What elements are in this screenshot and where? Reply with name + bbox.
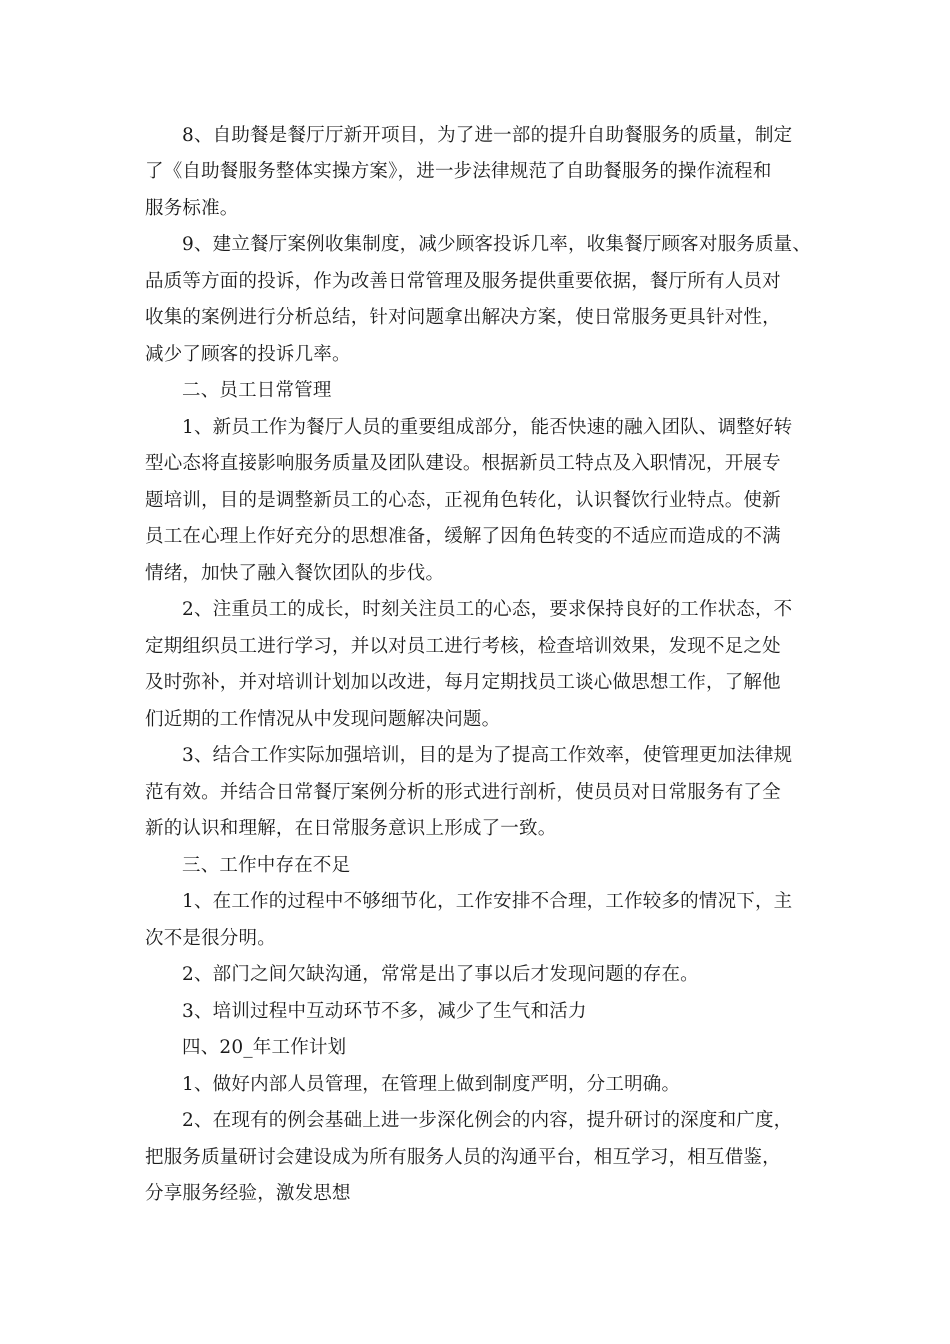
section-heading: 四、20_年工作计划 — [182, 1037, 347, 1058]
paragraph-line: 服务标准。 — [145, 198, 239, 219]
paragraph-line: 1、做好内部人员管理，在管理上做到制度严明，分工明确。 — [182, 1074, 681, 1095]
paragraph-line: 范有效。并结合日常餐厅案例分析的形式进行剖析，使员员对日常服务有了全 — [145, 782, 781, 803]
paragraph-line: 定期组织员工进行学习，并以对员工进行考核，检查培训效果，发现不足之处 — [145, 636, 781, 657]
paragraph-line: 2、在现有的例会基础上进一步深化例会的内容，提升研讨的深度和广度， — [182, 1110, 793, 1131]
paragraph-line: 1、新员工作为餐厅人员的重要组成部分，能否快速的融入团队、调整好转 — [182, 417, 793, 438]
paragraph-line: 型心态将直接影响服务质量及团队建设。根据新员工特点及入职情况，开展专 — [145, 453, 781, 474]
paragraph-line: 品质等方面的投诉，作为改善日常管理及服务提供重要依据，餐厅所有人员对 — [145, 271, 781, 292]
paragraph-line: 了《自助餐服务整体实操方案》，进一步法律规范了自助餐服务的操作流程和 — [145, 161, 772, 182]
paragraph-line: 把服务质量研讨会建设成为所有服务人员的沟通平台，相互学习，相互借鉴， — [145, 1147, 781, 1168]
section-heading: 三、工作中存在不足 — [182, 855, 351, 876]
paragraph-line: 题培训，目的是调整新员工的心态，正视角色转化，认识餐饮行业特点。使新 — [145, 490, 781, 511]
paragraph-line: 新的认识和理解，在日常服务意识上形成了一致。 — [145, 818, 557, 839]
paragraph-line: 减少了顾客的投诉几率。 — [145, 344, 351, 365]
paragraph-line: 3、培训过程中互动环节不多，减少了生气和活力 — [182, 1001, 587, 1022]
paragraph-line: 3、结合工作实际加强培训，目的是为了提高工作效率，使管理更加法律规 — [182, 745, 793, 766]
paragraph-line: 9、建立餐厅案例收集制度，减少顾客投诉几率，收集餐厅顾客对服务质量、 — [182, 234, 812, 255]
paragraph-line: 1、在工作的过程中不够细节化，工作安排不合理，工作较多的情况下，主 — [182, 891, 793, 912]
paragraph-line: 8、自助餐是餐厅厅新开项目，为了进一部的提升自助餐服务的质量，制定 — [182, 125, 793, 146]
paragraph-line: 情绪，加快了融入餐饮团队的步伐。 — [145, 563, 445, 584]
paragraph-line: 收集的案例进行分析总结，针对问题拿出解决方案，使日常服务更具针对性， — [145, 307, 781, 328]
paragraph-line: 次不是很分明。 — [145, 928, 276, 949]
paragraph-line: 2、部门之间欠缺沟通，常常是出了事以后才发现问题的存在。 — [182, 964, 699, 985]
paragraph-line: 们近期的工作情况从中发现问题解决问题。 — [145, 709, 501, 730]
paragraph-line: 及时弥补，并对培训计划加以改进，每月定期找员工谈心做思想工作，了解他 — [145, 672, 781, 693]
paragraph-line: 分享服务经验，激发思想 — [145, 1183, 351, 1204]
section-heading: 二、员工日常管理 — [182, 380, 332, 401]
paragraph-line: 2、注重员工的成长，时刻关注员工的心态，要求保持良好的工作状态，不 — [182, 599, 793, 620]
paragraph-line: 员工在心理上作好充分的思想准备，缓解了因角色转变的不适应而造成的不满 — [145, 526, 781, 547]
